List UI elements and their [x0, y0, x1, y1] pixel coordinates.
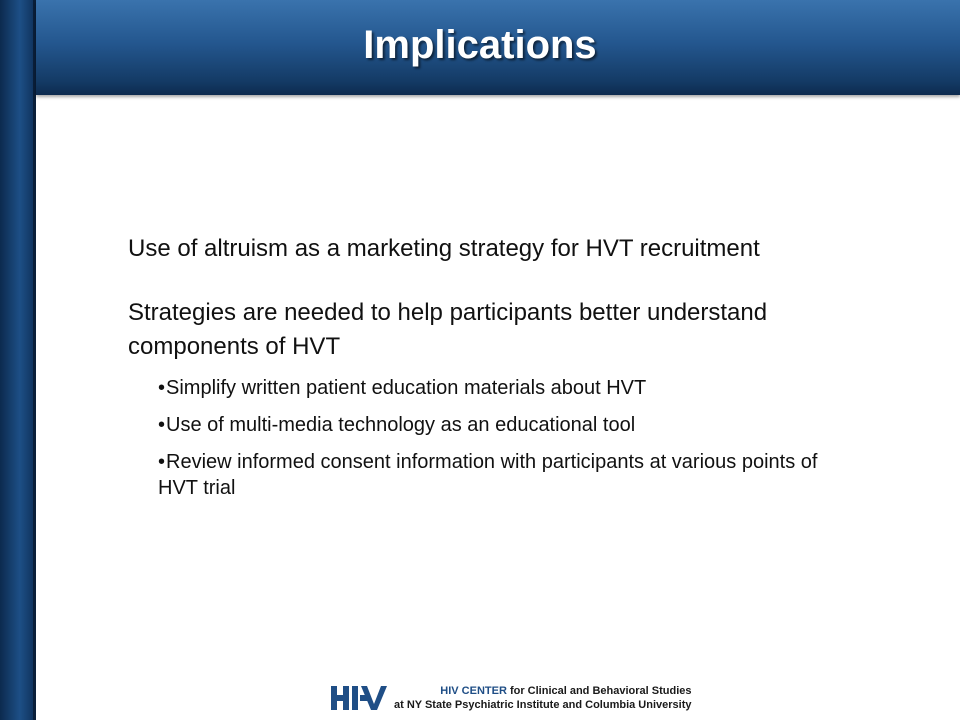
- bullet-text: Use of multi-media technology as an educational tool: [166, 414, 636, 436]
- bullet-list: [128, 375, 828, 501]
- bullet-icon: •: [158, 414, 166, 436]
- bullet-item: [158, 449, 828, 501]
- slide-title: Implications: [363, 23, 597, 67]
- bullet-icon: •: [158, 377, 166, 399]
- left-accent-bar: [0, 0, 36, 720]
- footer-text: [394, 684, 692, 712]
- bullet-item: [158, 412, 828, 438]
- paragraph-altruism: Use of altruism as a marketing strategy for HVT recruitment: [128, 235, 760, 262]
- slide-content: [128, 232, 828, 501]
- bullet-item: [158, 375, 828, 401]
- footer-line-1: [394, 684, 692, 698]
- hiv-center-logo-icon: [330, 684, 388, 712]
- footer-line-2: at NY State Psychiatric Institute and Columbia University: [394, 699, 692, 711]
- paragraph-strategies: Strategies are needed to help participants better understand components of HVT: [128, 299, 768, 360]
- footer-brand: HIV CENTER: [440, 685, 507, 697]
- footer-line-1-rest: for Clinical and Behavioral Studies: [506, 685, 692, 697]
- bullet-text: Review informed consent information with participants at various points of HVT trial: [158, 451, 818, 499]
- bullet-text: Simplify written patient education materials about HVT: [166, 377, 647, 399]
- bullet-icon: •: [158, 451, 166, 473]
- footer: [330, 681, 692, 715]
